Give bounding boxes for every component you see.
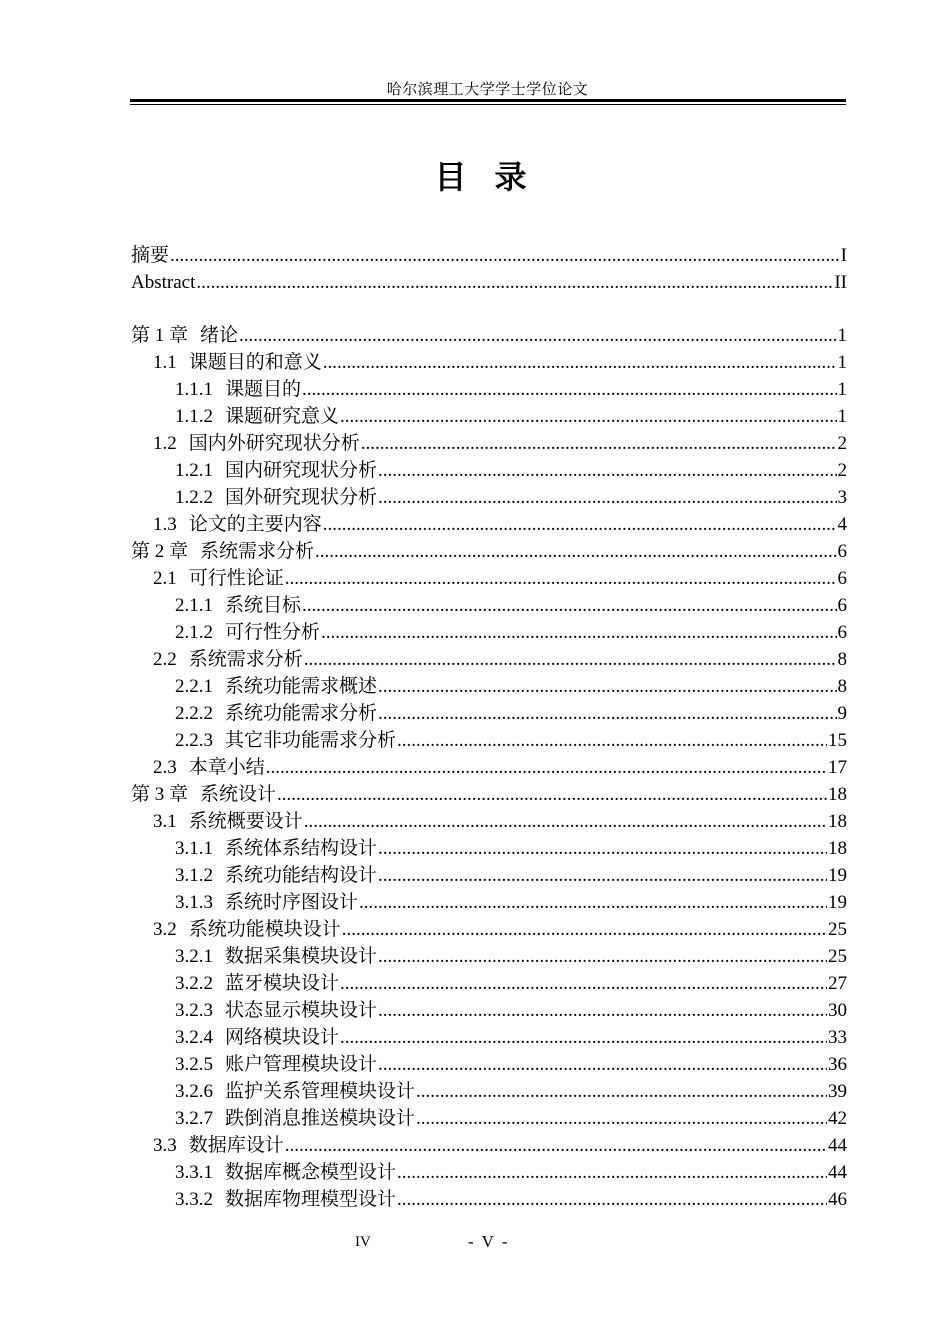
- toc-entry[interactable]: [131, 349, 847, 376]
- toc-entry[interactable]: [131, 808, 847, 835]
- toc-entry-title: 国内外研究现状分析: [188, 433, 360, 454]
- toc-entry-page: 17: [828, 757, 847, 778]
- toc-leader-dots: [378, 997, 827, 1024]
- toc-entry-title: 其它非功能需求分析: [225, 730, 397, 751]
- toc-entry[interactable]: [131, 1186, 847, 1213]
- footer-page-number: - V -: [468, 1232, 510, 1251]
- toc-entry[interactable]: [131, 1132, 847, 1159]
- toc-entry-title: 系统体系结构设计: [225, 838, 378, 859]
- toc-entry[interactable]: [131, 916, 847, 943]
- toc-entry[interactable]: [131, 646, 847, 673]
- toc-leader-dots: [277, 781, 827, 808]
- toc-entry[interactable]: [131, 835, 847, 862]
- header-rule-thick: [130, 99, 846, 102]
- toc-entry[interactable]: [131, 565, 847, 592]
- toc-entry-number: 第 1 章: [131, 325, 189, 346]
- toc-entry[interactable]: [131, 1051, 847, 1078]
- toc-leader-dots: [378, 484, 836, 511]
- toc-entry[interactable]: [131, 943, 847, 970]
- toc-entry-number: 3.2.4: [175, 1027, 213, 1048]
- toc-entry-number: 3.1: [153, 811, 177, 832]
- toc-entry-title: 本章小结: [188, 757, 265, 778]
- toc-entry-title: Abstract: [131, 272, 196, 293]
- toc-entry-page: 44: [828, 1162, 847, 1183]
- toc-leader-dots: [340, 1024, 827, 1051]
- toc-entry-title: 系统功能需求概述: [225, 676, 378, 697]
- toc-entry-page: 6: [837, 595, 847, 616]
- toc-entry-number: 3.3.2: [175, 1189, 213, 1210]
- toc-leader-dots: [378, 457, 836, 484]
- toc-leader-dots: [416, 1078, 827, 1105]
- toc-entry-page: 1: [837, 325, 847, 346]
- toc-entry-title: 蓝牙模块设计: [225, 973, 340, 994]
- toc-entry[interactable]: [131, 754, 847, 781]
- toc-entry-number: 2.2: [153, 649, 177, 670]
- toc-entry-title: 课题目的和意义: [188, 352, 322, 373]
- toc-entry[interactable]: [131, 376, 847, 403]
- toc-leader-dots: [378, 673, 836, 700]
- toc-leader-dots: [266, 754, 827, 781]
- toc-leader-dots: [359, 889, 827, 916]
- toc-entry-title: 课题研究意义: [225, 406, 340, 427]
- toc-entry-title: 数据库概念模型设计: [225, 1162, 397, 1183]
- toc-entry-page: 6: [837, 622, 847, 643]
- toc-entry-title: 摘要: [131, 245, 170, 266]
- toc-leader-dots: [416, 1105, 827, 1132]
- toc-entry-number: 3.1.3: [175, 892, 213, 913]
- toc-entry-title: 系统功能结构设计: [225, 865, 378, 886]
- toc-entry-number: 1.2.2: [175, 487, 213, 508]
- toc-entry[interactable]: [131, 673, 847, 700]
- toc-entry-page: 46: [828, 1189, 847, 1210]
- toc-entry-number: 3.2.5: [175, 1054, 213, 1075]
- toc-entry-page: 30: [828, 1000, 847, 1021]
- toc-entry[interactable]: [131, 619, 847, 646]
- toc-leader-dots: [342, 916, 827, 943]
- toc-leader-dots: [170, 242, 840, 269]
- toc-entry-number: 3.2.7: [175, 1108, 213, 1129]
- toc-entry-number: 1.3: [153, 514, 177, 535]
- toc-entry-title: 系统需求分析: [188, 649, 303, 670]
- toc-entry-title: 状态显示模块设计: [225, 1000, 378, 1021]
- toc-entry-title: 跌倒消息推送模块设计: [225, 1108, 416, 1129]
- toc-entry-title: 监护关系管理模块设计: [225, 1081, 416, 1102]
- toc-entry-number: 第 2 章: [131, 541, 189, 562]
- toc-entry-title: 可行性分析: [225, 622, 321, 643]
- toc-entry[interactable]: [131, 538, 847, 565]
- toc-entry[interactable]: [131, 403, 847, 430]
- toc-entry-number: 3.3.1: [175, 1162, 213, 1183]
- toc-entry-number: 3.2.3: [175, 1000, 213, 1021]
- toc-entry-page: 18: [828, 784, 847, 805]
- toc-entry-page: 27: [828, 973, 847, 994]
- toc-entry-title: 国外研究现状分析: [225, 487, 378, 508]
- toc-entry-title: 账户管理模块设计: [225, 1054, 378, 1075]
- toc-entry-page: II: [834, 272, 847, 293]
- toc-entry[interactable]: [131, 511, 847, 538]
- toc-entry-page: 2: [837, 433, 847, 454]
- toc-entry[interactable]: [131, 997, 847, 1024]
- toc-entry-title: 系统设计: [200, 784, 277, 805]
- toc-entry-title: 数据采集模块设计: [225, 946, 378, 967]
- toc-entry-number: 第 3 章: [131, 784, 189, 805]
- toc-entry-title: 网络模块设计: [225, 1027, 340, 1048]
- toc-leader-dots: [239, 322, 836, 349]
- toc-entry-title: 论文的主要内容: [188, 514, 322, 535]
- toc-leader-dots: [285, 565, 837, 592]
- toc-leader-dots: [323, 511, 837, 538]
- toc-entry-page: 39: [828, 1081, 847, 1102]
- toc-entry-page: 25: [828, 919, 847, 940]
- toc-entry-number: 3.2.6: [175, 1081, 213, 1102]
- toc-entry[interactable]: [131, 322, 847, 349]
- toc-leader-dots: [397, 1186, 827, 1213]
- toc-leader-dots: [361, 430, 837, 457]
- toc-leader-dots: [378, 835, 827, 862]
- toc-entry-page: 6: [837, 568, 847, 589]
- toc-entry-number: 1.1: [153, 352, 177, 373]
- toc-entry-page: 19: [828, 865, 847, 886]
- toc-entry-number: 2.2.1: [175, 676, 213, 697]
- toc-entry-page: 8: [837, 676, 847, 697]
- footer-roman-page: IV: [355, 1234, 371, 1250]
- toc-entry-number: 3.1.1: [175, 838, 213, 859]
- toc-entry-page: 25: [828, 946, 847, 967]
- toc-entry-page: 33: [828, 1027, 847, 1048]
- toc-entry[interactable]: [131, 1078, 847, 1105]
- toc-entry-title: 系统目标: [225, 595, 302, 616]
- toc-entry[interactable]: [131, 862, 847, 889]
- toc-entry-title: 可行性论证: [188, 568, 284, 589]
- toc-entry-title: 系统时序图设计: [225, 892, 359, 913]
- toc-leader-dots: [304, 808, 827, 835]
- toc-entry-page: 18: [828, 811, 847, 832]
- toc-entry-number: 3.3: [153, 1135, 177, 1156]
- toc-entry-page: 4: [837, 514, 847, 535]
- toc-entry-page: 18: [828, 838, 847, 859]
- toc-entry[interactable]: [131, 781, 847, 808]
- toc-entry-page: 1: [837, 352, 847, 373]
- toc-entry-number: 2.1: [153, 568, 177, 589]
- toc-entry[interactable]: [131, 269, 847, 296]
- toc-entry-title: 系统概要设计: [188, 811, 303, 832]
- toc-leader-dots: [315, 538, 836, 565]
- toc-leader-dots: [302, 592, 836, 619]
- toc-entry-page: I: [840, 245, 847, 266]
- toc-leader-dots: [378, 700, 836, 727]
- toc-entry-page: 3: [837, 487, 847, 508]
- toc-entry[interactable]: [131, 242, 847, 269]
- header-rule-thin: [130, 104, 846, 105]
- toc-entry-page: 15: [828, 730, 847, 751]
- toc-entry-number: 2.2.3: [175, 730, 213, 751]
- toc-leader-dots: [378, 862, 827, 889]
- toc-entry-page: 42: [828, 1108, 847, 1129]
- toc-entry-number: 2.1.1: [175, 595, 213, 616]
- table-of-contents: [131, 242, 847, 1213]
- toc-entry-number: 1.1.2: [175, 406, 213, 427]
- toc-leader-dots: [304, 646, 837, 673]
- toc-entry[interactable]: [131, 727, 847, 754]
- toc-entry-page: 36: [828, 1054, 847, 1075]
- toc-entry-number: 2.1.2: [175, 622, 213, 643]
- toc-entry-page: 6: [837, 541, 847, 562]
- toc-entry-title: 课题目的: [225, 379, 302, 400]
- toc-entry-page: 19: [828, 892, 847, 913]
- toc-entry-page: 8: [837, 649, 847, 670]
- toc-entry-title: 系统功能模块设计: [188, 919, 341, 940]
- toc-entry-number: 1.2: [153, 433, 177, 454]
- toc-entry-number: 1.1.1: [175, 379, 213, 400]
- toc-entry-number: 2.3: [153, 757, 177, 778]
- toc-entry-title: 数据库设计: [188, 1135, 284, 1156]
- toc-leader-dots: [378, 1051, 827, 1078]
- toc-entry-title: 数据库物理模型设计: [225, 1189, 397, 1210]
- toc-leader-dots: [323, 349, 837, 376]
- toc-entry-number: 3.2: [153, 919, 177, 940]
- toc-entry[interactable]: [131, 700, 847, 727]
- toc-entry-title: 国内研究现状分析: [225, 460, 378, 481]
- toc-leader-dots: [196, 269, 833, 296]
- running-header: 哈尔滨理工大学学士学位论文: [386, 82, 589, 98]
- page-title: 目录: [434, 158, 555, 196]
- toc-entry-page: 2: [837, 460, 847, 481]
- toc-entry-number: 2.2.2: [175, 703, 213, 724]
- toc-entry[interactable]: [131, 1105, 847, 1132]
- toc-entry-number: 3.2.1: [175, 946, 213, 967]
- toc-leader-dots: [321, 619, 836, 646]
- toc-entry-number: 3.1.2: [175, 865, 213, 886]
- toc-entry-number: 1.2.1: [175, 460, 213, 481]
- toc-leader-dots: [397, 1159, 827, 1186]
- toc-leader-dots: [378, 943, 827, 970]
- toc-entry[interactable]: [131, 592, 847, 619]
- toc-leader-dots: [397, 727, 827, 754]
- toc-entry[interactable]: [131, 484, 847, 511]
- toc-entry[interactable]: [131, 457, 847, 484]
- toc-entry-number: 3.2.2: [175, 973, 213, 994]
- toc-entry-page: 44: [828, 1135, 847, 1156]
- toc-leader-dots: [302, 376, 836, 403]
- toc-entry[interactable]: [131, 970, 847, 997]
- toc-leader-dots: [340, 970, 827, 997]
- toc-entry-page: 1: [837, 406, 847, 427]
- toc-entry[interactable]: [131, 1024, 847, 1051]
- toc-entry-page: 9: [837, 703, 847, 724]
- toc-entry-title: 系统功能需求分析: [225, 703, 378, 724]
- toc-entry-page: 1: [837, 379, 847, 400]
- toc-leader-dots: [340, 403, 836, 430]
- toc-entry[interactable]: [131, 889, 847, 916]
- toc-entry-title: 系统需求分析: [200, 541, 315, 562]
- toc-entry-title: 绪论: [200, 325, 239, 346]
- toc-entry[interactable]: [131, 430, 847, 457]
- toc-entry[interactable]: [131, 1159, 847, 1186]
- toc-leader-dots: [285, 1132, 827, 1159]
